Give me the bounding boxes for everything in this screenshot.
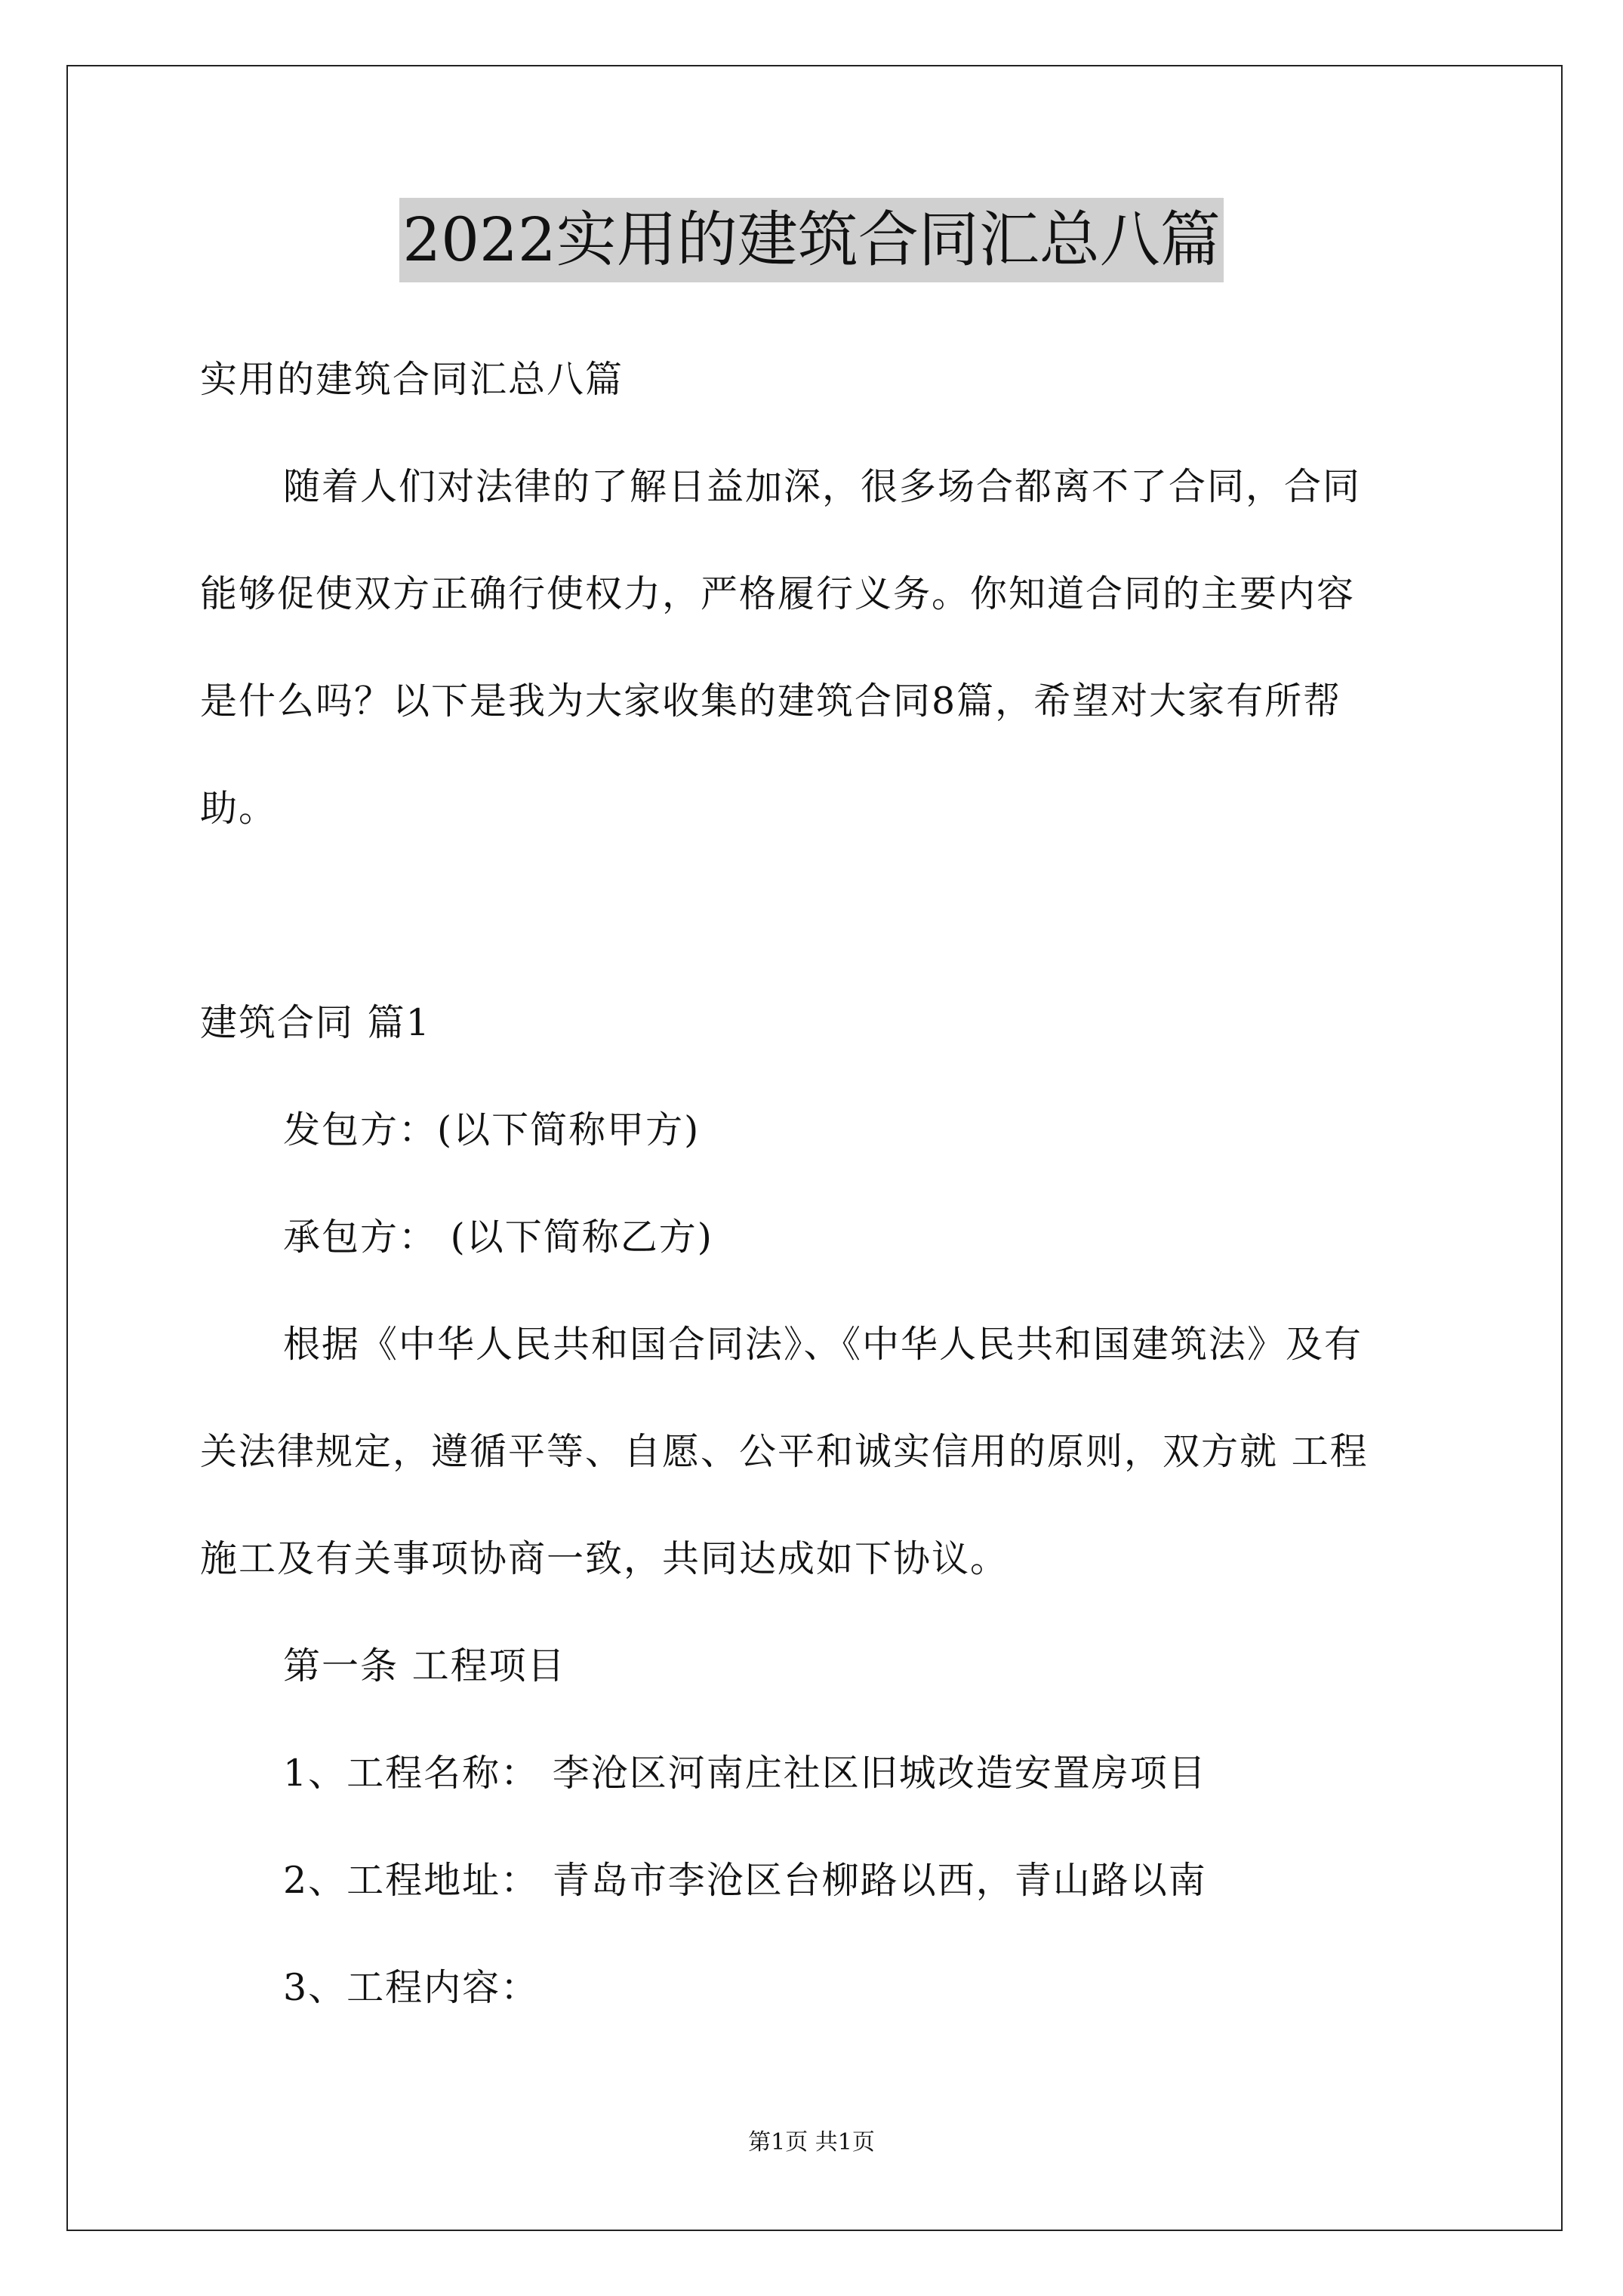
intro-line-4: 助。 bbox=[200, 787, 278, 830]
item-project-name: 1、工程名称： 李沧区河南庄社区旧城改造安置房项目 bbox=[283, 1752, 1207, 1795]
basis-line-2: 关法律规定，遵循平等、自愿、公平和诚实信用的原则，双方就 工程 bbox=[200, 1430, 1369, 1473]
page-footer: 第1页 共1页 bbox=[748, 2129, 875, 2156]
intro-line-1: 随着人们对法律的了解日益加深，很多场合都离不了合同，合同 bbox=[283, 465, 1362, 508]
party-a-line: 发包方：(以下简称甲方) bbox=[283, 1108, 701, 1151]
basis-line-3: 施工及有关事项协商一致，共同达成如下协议。 bbox=[200, 1537, 1009, 1580]
item-project-content: 3、工程内容： bbox=[283, 1966, 540, 2009]
item-project-address: 2、工程地址： 青岛市李沧区台柳路以西，青山路以南 bbox=[283, 1859, 1207, 1902]
section-heading: 建筑合同 篇1 bbox=[200, 1001, 431, 1044]
title-container bbox=[0, 198, 1623, 282]
document-title: 2022实用的建筑合同汇总八篇 bbox=[399, 198, 1224, 282]
article-1-heading: 第一条 工程项目 bbox=[283, 1644, 566, 1687]
document-subtitle: 实用的建筑合同汇总八篇 bbox=[200, 358, 624, 401]
party-b-line: 承包方： (以下简称乙方) bbox=[283, 1216, 713, 1259]
intro-line-3: 是什么吗？以下是我为大家收集的建筑合同8篇，希望对大家有所帮 bbox=[200, 680, 1342, 723]
basis-line-1: 根据《中华人民共和国合同法》、《中华人民共和国建筑法》及有 bbox=[283, 1323, 1363, 1366]
intro-line-2: 能够促使双方正确行使权力，严格履行义务。你知道合同的主要内容 bbox=[200, 572, 1356, 615]
